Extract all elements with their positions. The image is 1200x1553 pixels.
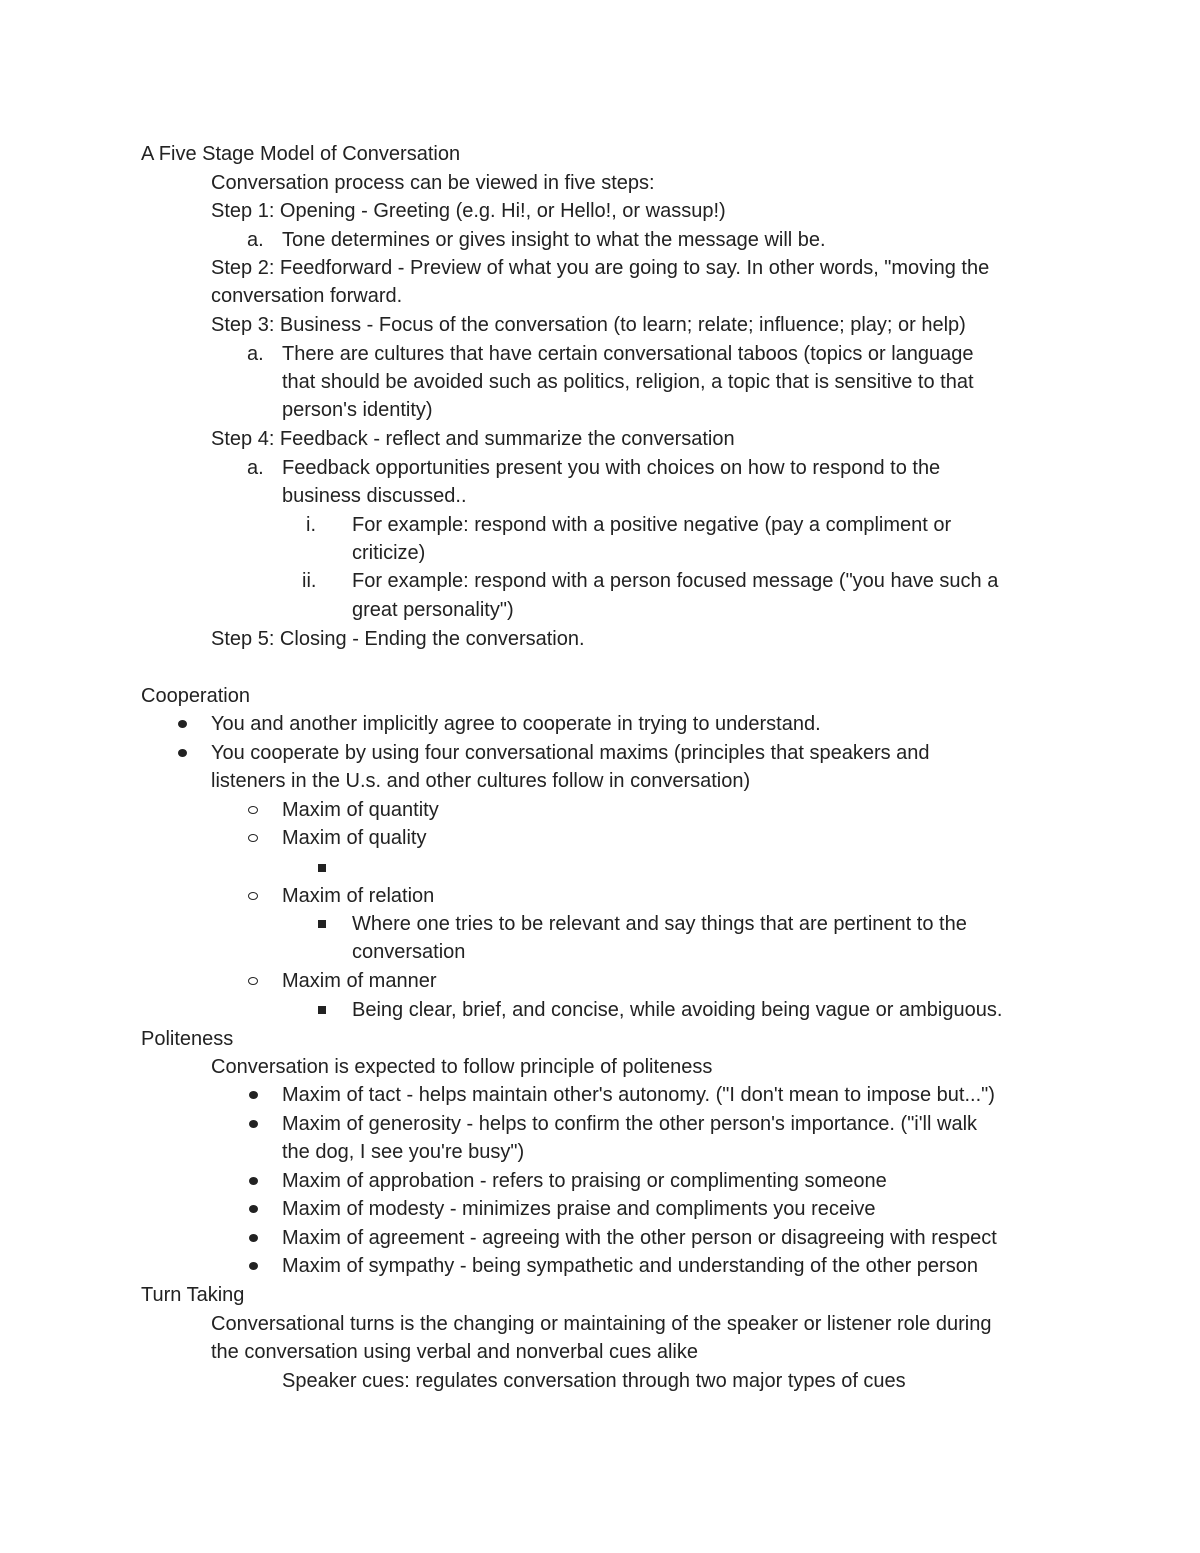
step-2-cont: conversation forward. <box>211 285 403 307</box>
bullet-disc-icon <box>249 1177 258 1185</box>
list-marker: a. <box>247 229 264 251</box>
bullet-disc-icon <box>249 1091 258 1099</box>
step-4-note: Feedback opportunities present you with choices on how to respond to the <box>282 457 941 479</box>
cooperation-bullet-1: You and another implicitly agree to cooperate in trying to understand. <box>211 713 821 735</box>
maxim-agreement: Maxim of agreement - agreeing with the other person or disagreeing with respect <box>282 1227 997 1249</box>
step-3: Step 3: Business - Focus of the conversation (to learn; relate; influence; play; or help) <box>211 314 966 336</box>
section-title-five-stage: A Five Stage Model of Conversation <box>141 143 461 165</box>
list-marker: a. <box>247 343 264 365</box>
bullet-square-icon <box>318 1006 326 1014</box>
maxim-generosity-cont: the dog, I see you're busy") <box>282 1141 525 1163</box>
section-title-politeness: Politeness <box>141 1028 234 1050</box>
bullet-circle-icon <box>248 834 258 842</box>
speaker-cues: Speaker cues: regulates conversation through two major types of cues <box>282 1370 906 1392</box>
bullet-disc-icon <box>178 749 187 757</box>
bullet-circle-icon <box>248 977 258 985</box>
step-2: Step 2: Feedforward - Preview of what you are going to say. In other words, "moving the <box>211 257 990 279</box>
bullet-disc-icon <box>249 1120 258 1128</box>
five-stage-intro: Conversation process can be viewed in five steps: <box>211 172 655 194</box>
step-1-note: Tone determines or gives insight to what the message will be. <box>282 229 826 251</box>
step-4-note-cont: business discussed.. <box>282 485 467 507</box>
step-4-example-1-cont: criticize) <box>352 542 426 564</box>
list-marker: i. <box>306 514 316 536</box>
bullet-disc-icon <box>249 1205 258 1213</box>
maxim-approbation: Maxim of approbation - refers to praising or complimenting someone <box>282 1170 887 1192</box>
section-title-cooperation: Cooperation <box>141 685 250 707</box>
maxim-sympathy: Maxim of sympathy - being sympathetic and understanding of the other person <box>282 1255 978 1277</box>
step-3-note-cont: that should be avoided such as politics, religion, a topic that is sensitive to that <box>282 371 974 393</box>
manner-note: Being clear, brief, and concise, while avoiding being vague or ambiguous. <box>352 999 1003 1021</box>
list-marker: a. <box>247 457 264 479</box>
step-4-example-1: For example: respond with a positive negative (pay a compliment or <box>352 514 952 536</box>
bullet-disc-icon <box>249 1262 258 1270</box>
list-marker: ii. <box>302 570 317 592</box>
relation-note: Where one tries to be relevant and say things that are pertinent to the <box>352 913 967 935</box>
bullet-circle-icon <box>248 892 258 900</box>
step-4-example-2-cont: great personality") <box>352 599 514 621</box>
step-4: Step 4: Feedback - reflect and summarize the conversation <box>211 428 735 450</box>
bullet-square-icon <box>318 920 326 928</box>
maxim-tact: Maxim of tact - helps maintain other's autonomy. ("I don't mean to impose but...") <box>282 1084 995 1106</box>
cooperation-bullet-2-cont: listeners in the U.s. and other cultures follow in conversation) <box>211 770 751 792</box>
maxim-quality: Maxim of quality <box>282 827 427 849</box>
section-title-turn-taking: Turn Taking <box>141 1284 245 1306</box>
bullet-disc-icon <box>249 1234 258 1242</box>
bullet-circle-icon <box>248 806 258 814</box>
maxim-generosity: Maxim of generosity - helps to confirm the other person's importance. ("i'll walk <box>282 1113 978 1135</box>
maxim-modesty: Maxim of modesty - minimizes praise and compliments you receive <box>282 1198 876 1220</box>
cooperation-bullet-2: You cooperate by using four conversational maxims (principles that speakers and <box>211 742 930 764</box>
step-1: Step 1: Opening - Greeting (e.g. Hi!, or Hello!, or wassup!) <box>211 200 726 222</box>
bullet-square-icon <box>318 864 326 872</box>
step-5: Step 5: Closing - Ending the conversation. <box>211 628 585 650</box>
maxim-quantity: Maxim of quantity <box>282 799 439 821</box>
maxim-relation: Maxim of relation <box>282 885 435 907</box>
step-4-example-2: For example: respond with a person focused message ("you have such a <box>352 570 999 592</box>
politeness-intro: Conversation is expected to follow principle of politeness <box>211 1056 713 1078</box>
maxim-manner: Maxim of manner <box>282 970 437 992</box>
turn-taking-intro: Conversational turns is the changing or maintaining of the speaker or listener role during <box>211 1313 992 1335</box>
relation-note-cont: conversation <box>352 941 466 963</box>
step-3-note: There are cultures that have certain conversational taboos (topics or language <box>282 343 974 365</box>
step-3-note-cont: person's identity) <box>282 399 433 421</box>
bullet-disc-icon <box>178 720 187 728</box>
turn-taking-intro-cont: the conversation using verbal and nonverbal cues alike <box>211 1341 698 1363</box>
